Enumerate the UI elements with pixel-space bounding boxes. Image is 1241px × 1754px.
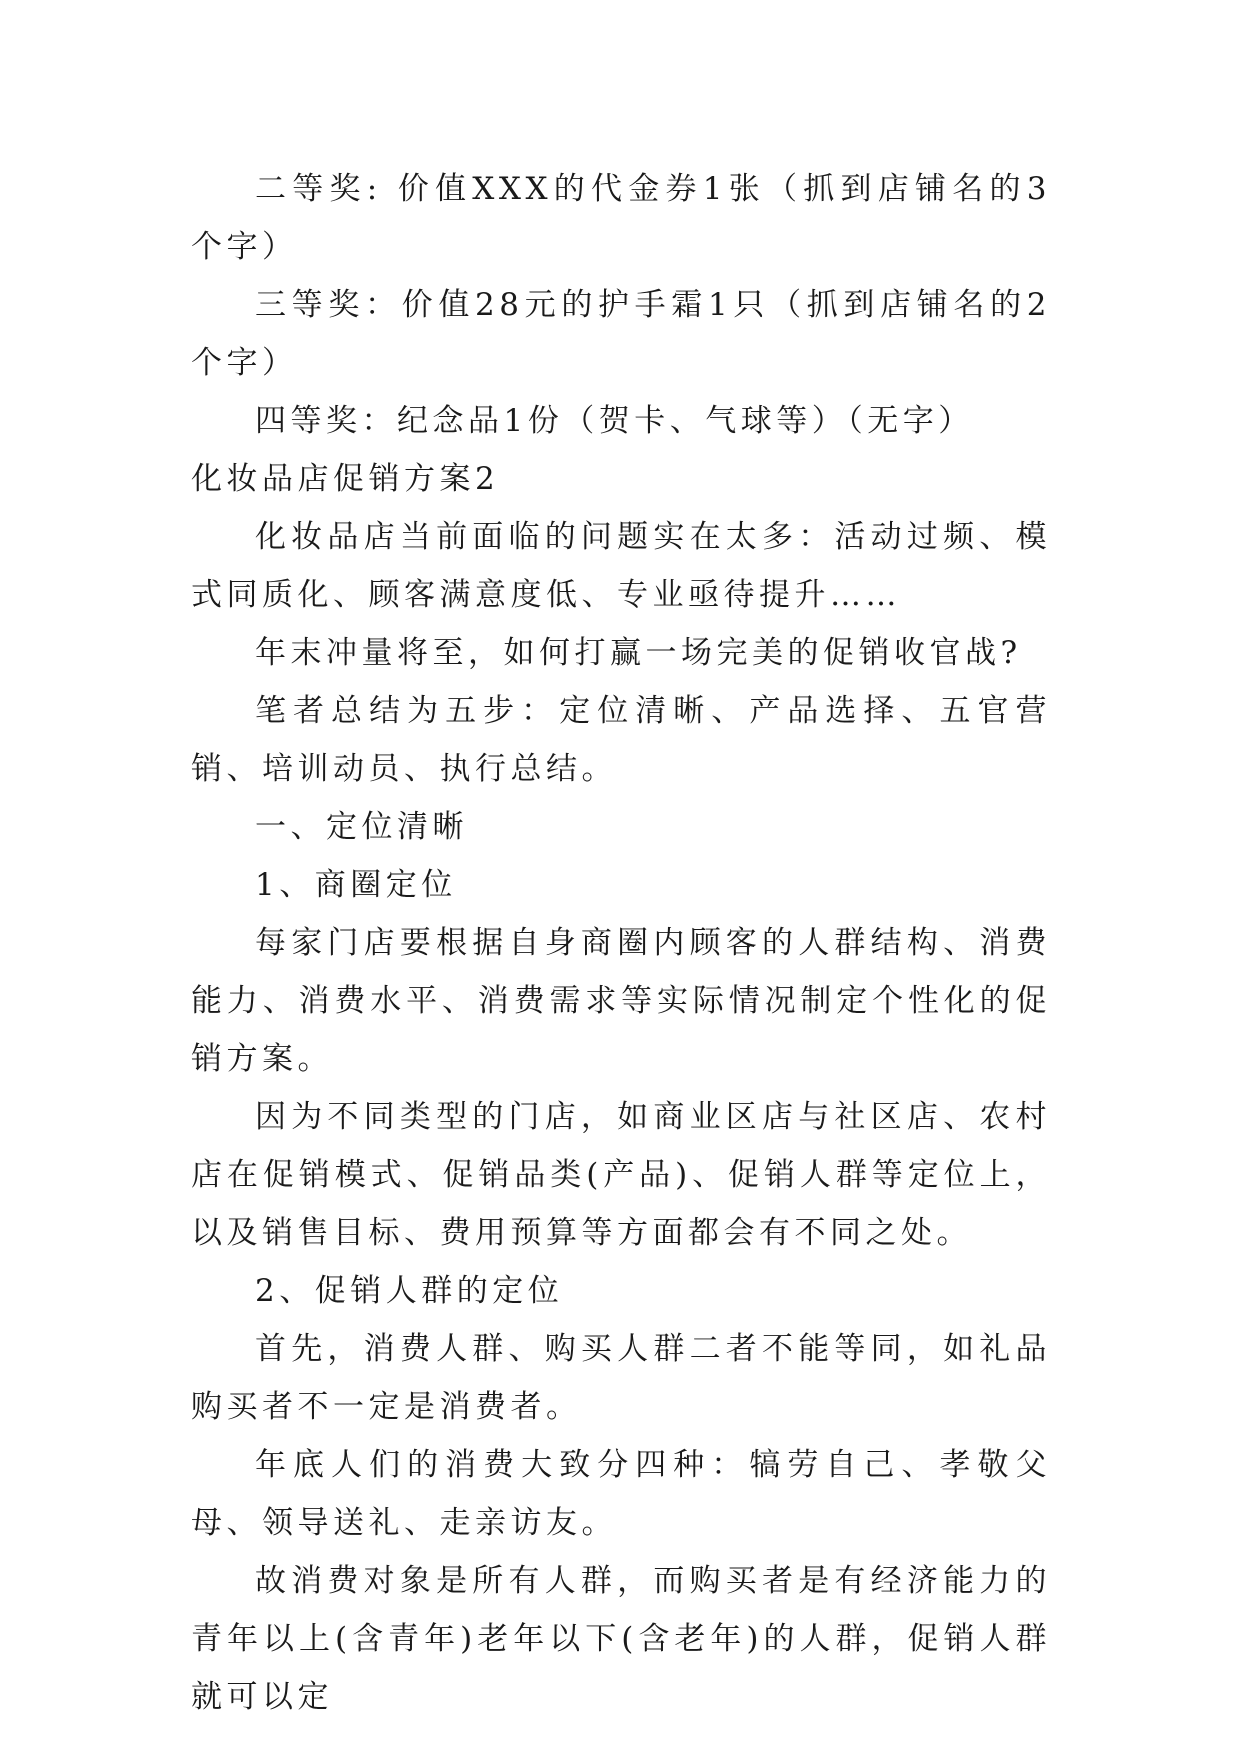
subheading-business-area: 1、商圈定位 [255,867,457,903]
paragraph-store-plan: 每家门店要根据自身商圈内顾客的人群结构、消费能力、消费水平、消费需求等实际情况制定个性化的促销方案。 [191,925,1051,1077]
paragraph-second-prize: 二等奖: 价值XXX的代金券1张（抓到店铺名的3个字） [191,171,1051,265]
paragraph-store-types: 因为不同类型的门店，如商业区店与社区店、农村店在促销模式、促销品类(产品)、促销人群等定位上，以及销售目标、费用预算等方面都会有不同之处。 [191,1099,1051,1251]
section-title: 化妆品店促销方案2 [191,461,500,497]
heading-positioning: 一、定位清晰 [255,809,468,845]
paragraph-year-end-consumption: 年底人们的消费大致分四种：犒劳自己、孝敬父母、领导送礼、走亲访友。 [191,1447,1051,1541]
paragraph-five-steps: 笔者总结为五步：定位清晰、产品选择、五官营销、培训动员、执行总结。 [191,693,1051,787]
paragraph-question: 年末冲量将至，如何打赢一场完美的促销收官战? [255,635,1022,671]
subheading-target-group: 2、促销人群的定位 [255,1273,564,1309]
paragraph-consumers-buyers: 首先，消费人群、购买人群二者不能等同，如礼品购买者不一定是消费者。 [191,1331,1051,1425]
paragraph-third-prize: 三等奖：价值28元的护手霜1只（抓到店铺名的2个字） [191,287,1051,381]
document-body [191,160,1051,1726]
paragraph-problems: 化妆品店当前面临的问题实在太多：活动过频、模式同质化、顾客满意度低、专业亟待提升…… [191,519,1051,613]
paragraph-target-definition: 故消费对象是所有人群，而购买者是有经济能力的青年以上(含青年)老年以下(含老年)的人群，促销人群就可以定 [191,1563,1051,1715]
paragraph-fourth-prize: 四等奖：纪念品1份（贺卡、气球等）（无字） [255,403,974,439]
